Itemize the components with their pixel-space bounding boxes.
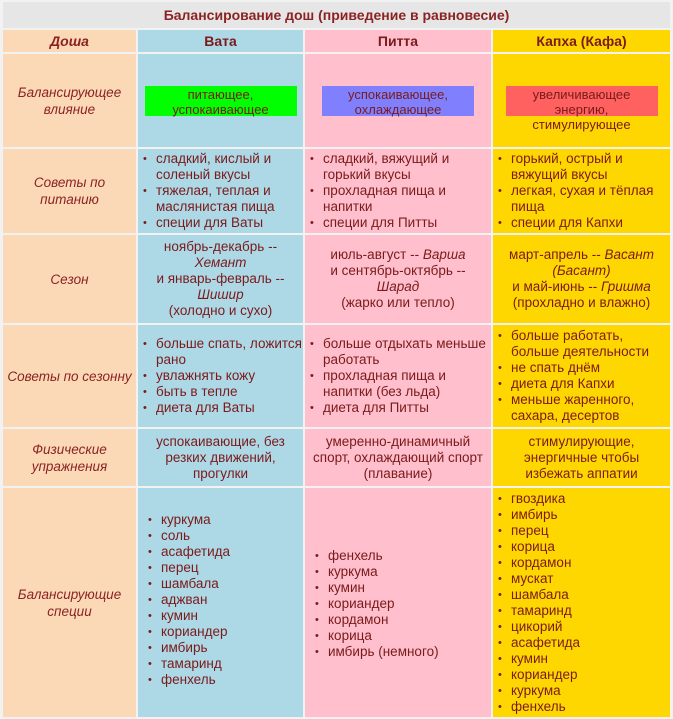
list-item: • кумин bbox=[498, 651, 670, 667]
season-pitta-name2: Шарад bbox=[376, 279, 420, 294]
cell-vata-season bbox=[138, 235, 303, 323]
influence-badge-vata bbox=[145, 86, 297, 116]
list-item: • диета для Ваты bbox=[143, 400, 303, 416]
cell-kapha-influence bbox=[493, 54, 670, 147]
spices-list-pitta bbox=[305, 548, 491, 660]
list-item: • шамбала bbox=[498, 587, 670, 603]
season-vata-period1: ноябрь-декабрь -- bbox=[163, 239, 278, 254]
list-item: • аджван bbox=[148, 592, 303, 608]
list-item: • увлажнять кожу bbox=[143, 368, 303, 384]
influence-badge-kapha bbox=[506, 86, 658, 132]
influence-vata-line1: питающее, bbox=[187, 86, 254, 102]
header-dosha: Доша bbox=[3, 30, 136, 52]
season-vata-name1: Хемант bbox=[194, 255, 247, 270]
dosha-balance-table bbox=[1, 0, 672, 719]
advice-list-vata bbox=[138, 336, 303, 416]
label-influence: Балансирующее влияние bbox=[3, 54, 136, 147]
list-item: • горький, острый и вяжущий вкусы bbox=[498, 151, 670, 183]
list-item: • кориандер bbox=[148, 624, 303, 640]
list-item: • корица bbox=[315, 628, 491, 644]
list-item: • диета для Питты bbox=[310, 400, 491, 416]
list-item: • фенхель bbox=[498, 699, 670, 715]
label-food: Советы по питанию bbox=[3, 149, 136, 233]
food-list-vata bbox=[138, 151, 303, 231]
list-item: • куркума bbox=[315, 564, 491, 580]
cell-pitta-season bbox=[305, 235, 491, 323]
list-item: • тяжелая, теплая и маслянистая пища bbox=[143, 183, 303, 215]
food-list-kapha bbox=[493, 151, 670, 231]
list-item: • мускат bbox=[498, 571, 670, 587]
cell-pitta-spices bbox=[305, 488, 491, 717]
list-item: • цикорий bbox=[498, 619, 670, 635]
list-item: • кордамон bbox=[498, 555, 670, 571]
header-pitta: Питта bbox=[305, 30, 491, 52]
list-item: • быть в тепле bbox=[143, 384, 303, 400]
list-item: • больше отдыхать меньше работать bbox=[310, 336, 491, 368]
list-item: • диета для Капхи bbox=[498, 376, 670, 392]
season-vata-note: (холодно и сухо) bbox=[168, 303, 273, 318]
season-vata-period2: и январь-февраль -- bbox=[156, 271, 285, 286]
header-vata: Вата bbox=[138, 30, 303, 52]
label-exercise: Физические упражнения bbox=[3, 429, 136, 486]
influence-kapha-line1: увеличивающее bbox=[532, 86, 631, 102]
list-item: • соль bbox=[148, 528, 303, 544]
cell-vata-influence bbox=[138, 54, 303, 147]
list-item: • специи для Капхи bbox=[498, 215, 670, 231]
list-item: • куркума bbox=[148, 512, 303, 528]
season-kapha-period1: март-апрель -- bbox=[509, 247, 601, 262]
list-item: • специи для Питты bbox=[310, 215, 491, 231]
list-item: • имбирь (немного) bbox=[315, 644, 491, 660]
label-season: Сезон bbox=[3, 235, 136, 323]
food-list-pitta bbox=[305, 151, 491, 231]
season-kapha-name1: Васант (Басант) bbox=[552, 247, 654, 278]
season-kapha-period2: и май-июнь -- bbox=[512, 279, 598, 294]
list-item: • кумин bbox=[148, 608, 303, 624]
list-item: • специи для Ваты bbox=[143, 215, 303, 231]
cell-kapha-food bbox=[493, 149, 670, 233]
season-pitta-period2: и сентябрь-октябрь -- bbox=[330, 263, 466, 278]
cell-pitta-food bbox=[305, 149, 491, 233]
list-item: • имбирь bbox=[148, 640, 303, 656]
list-item: • кумин bbox=[315, 580, 491, 596]
list-item: • перец bbox=[148, 560, 303, 576]
list-item: • легкая, сухая и тёплая пища bbox=[498, 183, 670, 215]
season-vata-name2: Шишир bbox=[197, 287, 244, 302]
spices-list-kapha bbox=[493, 491, 670, 715]
list-item: • кориандер bbox=[498, 667, 670, 683]
cell-kapha-season bbox=[493, 235, 670, 323]
list-item: • кордамон bbox=[315, 612, 491, 628]
list-item: • тамаринд bbox=[498, 603, 670, 619]
spices-list-vata bbox=[138, 512, 303, 688]
label-spices: Балансирующие специи bbox=[3, 488, 136, 717]
list-item: • перец bbox=[498, 523, 670, 539]
influence-vata-line2: успокаивающее bbox=[172, 101, 269, 117]
list-item: • больше спать, ложится рано bbox=[143, 336, 303, 368]
list-item: • фенхель bbox=[148, 672, 303, 688]
cell-kapha-spices bbox=[493, 488, 670, 717]
cell-vata-advice bbox=[138, 325, 303, 427]
label-advice: Советы по сезонну bbox=[3, 325, 136, 427]
season-kapha-note: (прохладно и влажно) bbox=[512, 295, 651, 310]
list-item: • гвоздика bbox=[498, 491, 670, 507]
cell-pitta-influence bbox=[305, 54, 491, 147]
list-item: • сладкий, вяжущий и горький вкусы bbox=[310, 151, 491, 183]
influence-pitta-line1: успокаивающее, bbox=[348, 86, 448, 102]
list-item: • имбирь bbox=[498, 507, 670, 523]
header-kapha: Капха (Кафа) bbox=[493, 30, 670, 52]
list-item: • асафетида bbox=[148, 544, 303, 560]
cell-vata-food bbox=[138, 149, 303, 233]
list-item: • больше работать, больше деятельности bbox=[498, 328, 670, 360]
list-item: • фенхель bbox=[315, 548, 491, 564]
cell-pitta-advice bbox=[305, 325, 491, 427]
season-pitta-note: (жарко или тепло) bbox=[341, 295, 455, 310]
list-item: • прохладная пища и напитки (без льда) bbox=[310, 368, 491, 400]
list-item: • кориандер bbox=[315, 596, 491, 612]
list-item: • тамаринд bbox=[148, 656, 303, 672]
list-item: • асафетида bbox=[498, 635, 670, 651]
season-pitta-name1: Варша bbox=[422, 247, 466, 262]
advice-list-kapha bbox=[493, 328, 670, 424]
list-item: • меньше жаренного, сахара, десертов bbox=[498, 392, 670, 424]
influence-badge-pitta bbox=[322, 86, 474, 116]
cell-vata-spices bbox=[138, 488, 303, 717]
list-item: • шамбала bbox=[148, 576, 303, 592]
cell-kapha-exercise: стимулирующие, энергичные чтобы избежать аппатии bbox=[493, 429, 670, 486]
cell-pitta-exercise: умеренно-динамичный спорт, охлаждающий спорт (плавание) bbox=[305, 429, 491, 486]
list-item: • сладкий, кислый и соленый вкусы bbox=[143, 151, 303, 183]
advice-list-pitta bbox=[305, 336, 491, 416]
season-kapha-name2: Гришма bbox=[601, 279, 651, 294]
table-title: Балансирование дош (приведение в равновесие) bbox=[3, 2, 670, 28]
list-item: • корица bbox=[498, 539, 670, 555]
cell-vata-exercise: успокаивающие, без резких движений, прогулки bbox=[138, 429, 303, 486]
dosha-table-container bbox=[1, 0, 672, 719]
list-item: • прохладная пища и напитки bbox=[310, 183, 491, 215]
influence-pitta-line2: охлаждающее bbox=[354, 101, 442, 117]
cell-kapha-advice bbox=[493, 325, 670, 427]
influence-kapha-line2: энергию, стимулирующее bbox=[532, 101, 631, 132]
list-item: • не спать днём bbox=[498, 360, 670, 376]
list-item: • куркума bbox=[498, 683, 670, 699]
season-pitta-period1: июль-август -- bbox=[330, 247, 420, 262]
